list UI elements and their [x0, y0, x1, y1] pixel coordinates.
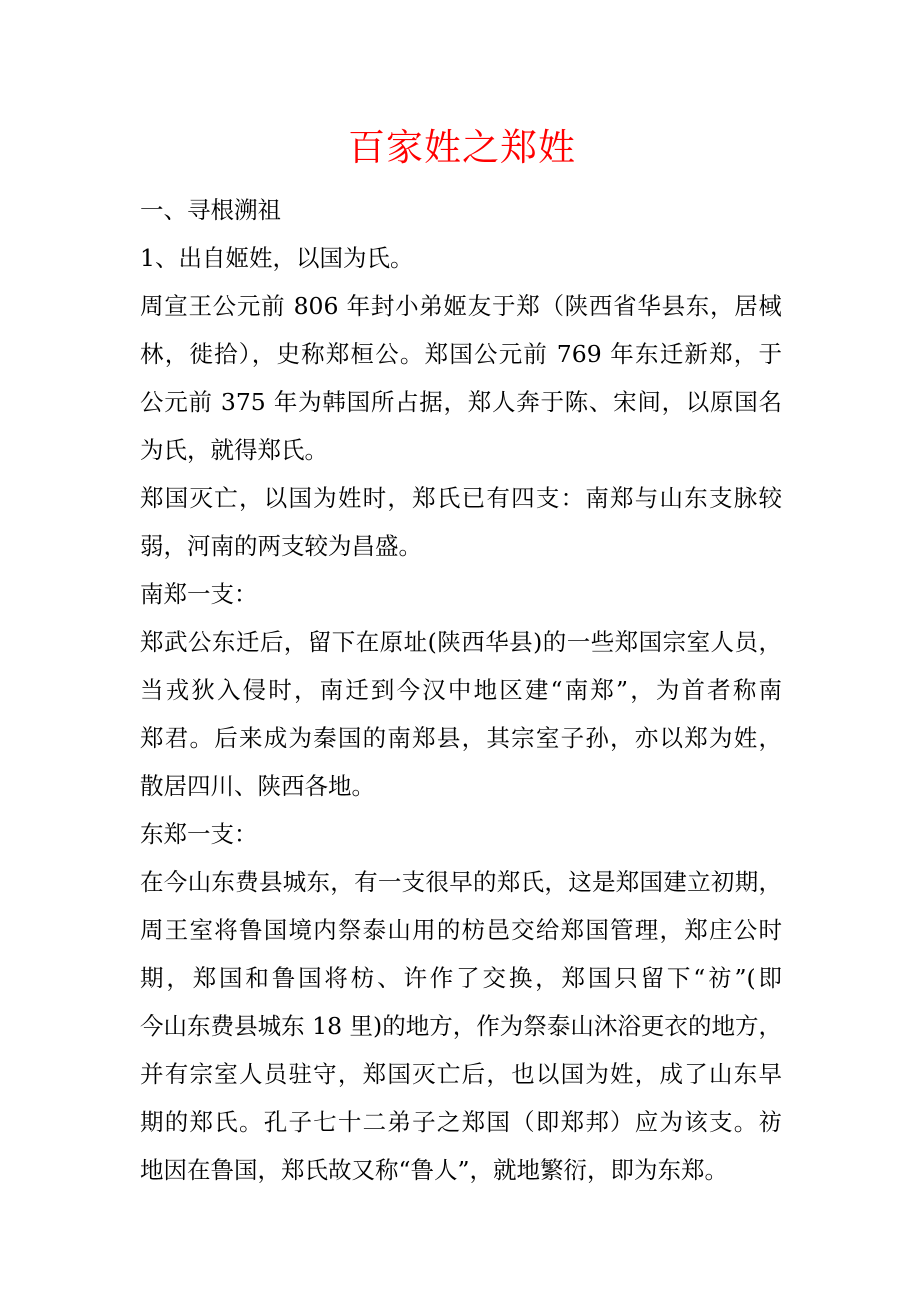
paragraph: [140, 570, 782, 618]
text-line: 郑国灭亡，以国为姓时，郑氏已有四支：南郑与山东支脉较: [140, 484, 782, 512]
paragraph: [140, 234, 782, 282]
text-line: 南郑一支：: [140, 580, 258, 608]
text-line: 周宣王公元前 806 年封小弟姬友于郑（陕西省华县东，居棫: [140, 292, 782, 320]
text-line: 1、出自姬姓，以国为氏。: [140, 244, 414, 272]
text-line: 郑武公东迁后，留下在原址(陕西华县)的一些郑国宗室人员，: [140, 628, 782, 656]
text-line: 林，徙拾），史称郑桓公。郑国公元前 769 年东迁新郑，于: [140, 340, 782, 368]
text-line: 散居四川、陕西各地。: [140, 772, 375, 800]
document-title: 百家姓之郑姓: [348, 126, 576, 169]
text-line: 期的郑氏。孔子七十二弟子之郑国（即郑邦）应为该支。祊: [140, 1108, 782, 1136]
text-line: 东郑一支：: [140, 820, 258, 848]
text-line: 弱，河南的两支较为昌盛。: [140, 532, 422, 560]
text-line: 当戎狄入侵时，南迁到今汉中地区建“南郑”，为首者称南: [140, 676, 782, 704]
paragraph: [140, 474, 782, 570]
paragraph: [140, 810, 782, 858]
text-line: 期，郑国和鲁国将枋、许作了交换，郑国只留下“祊”(即: [140, 964, 782, 992]
text-line: 在今山东费县城东，有一支很早的郑氏，这是郑国建立初期，: [140, 868, 782, 896]
text-line: 公元前 375 年为韩国所占据，郑人奔于陈、宋间，以原国名: [140, 388, 782, 416]
paragraph: [140, 858, 782, 1194]
text-line: 为氏，就得郑氏。: [140, 436, 328, 464]
paragraph: [140, 186, 782, 234]
text-line: 并有宗室人员驻守，郑国灭亡后，也以国为姓，成了山东早: [140, 1060, 782, 1088]
text-line: 郑君。后来成为秦国的南郑县，其宗室子孙，亦以郑为姓，: [140, 724, 782, 752]
text-line: 地因在鲁国，郑氏故又称“鲁人”，就地繁衍，即为东郑。: [140, 1156, 729, 1184]
document-body: [140, 186, 782, 1194]
paragraph: [140, 282, 782, 474]
paragraph: [140, 618, 782, 810]
text-line: 一、寻根溯祖: [140, 196, 281, 224]
text-line: 周王室将鲁国境内祭泰山用的枋邑交给郑国管理，郑庄公时: [140, 916, 782, 944]
text-line: 今山东费县城东 18 里)的地方，作为祭泰山沐浴更衣的地方，: [140, 1012, 782, 1040]
